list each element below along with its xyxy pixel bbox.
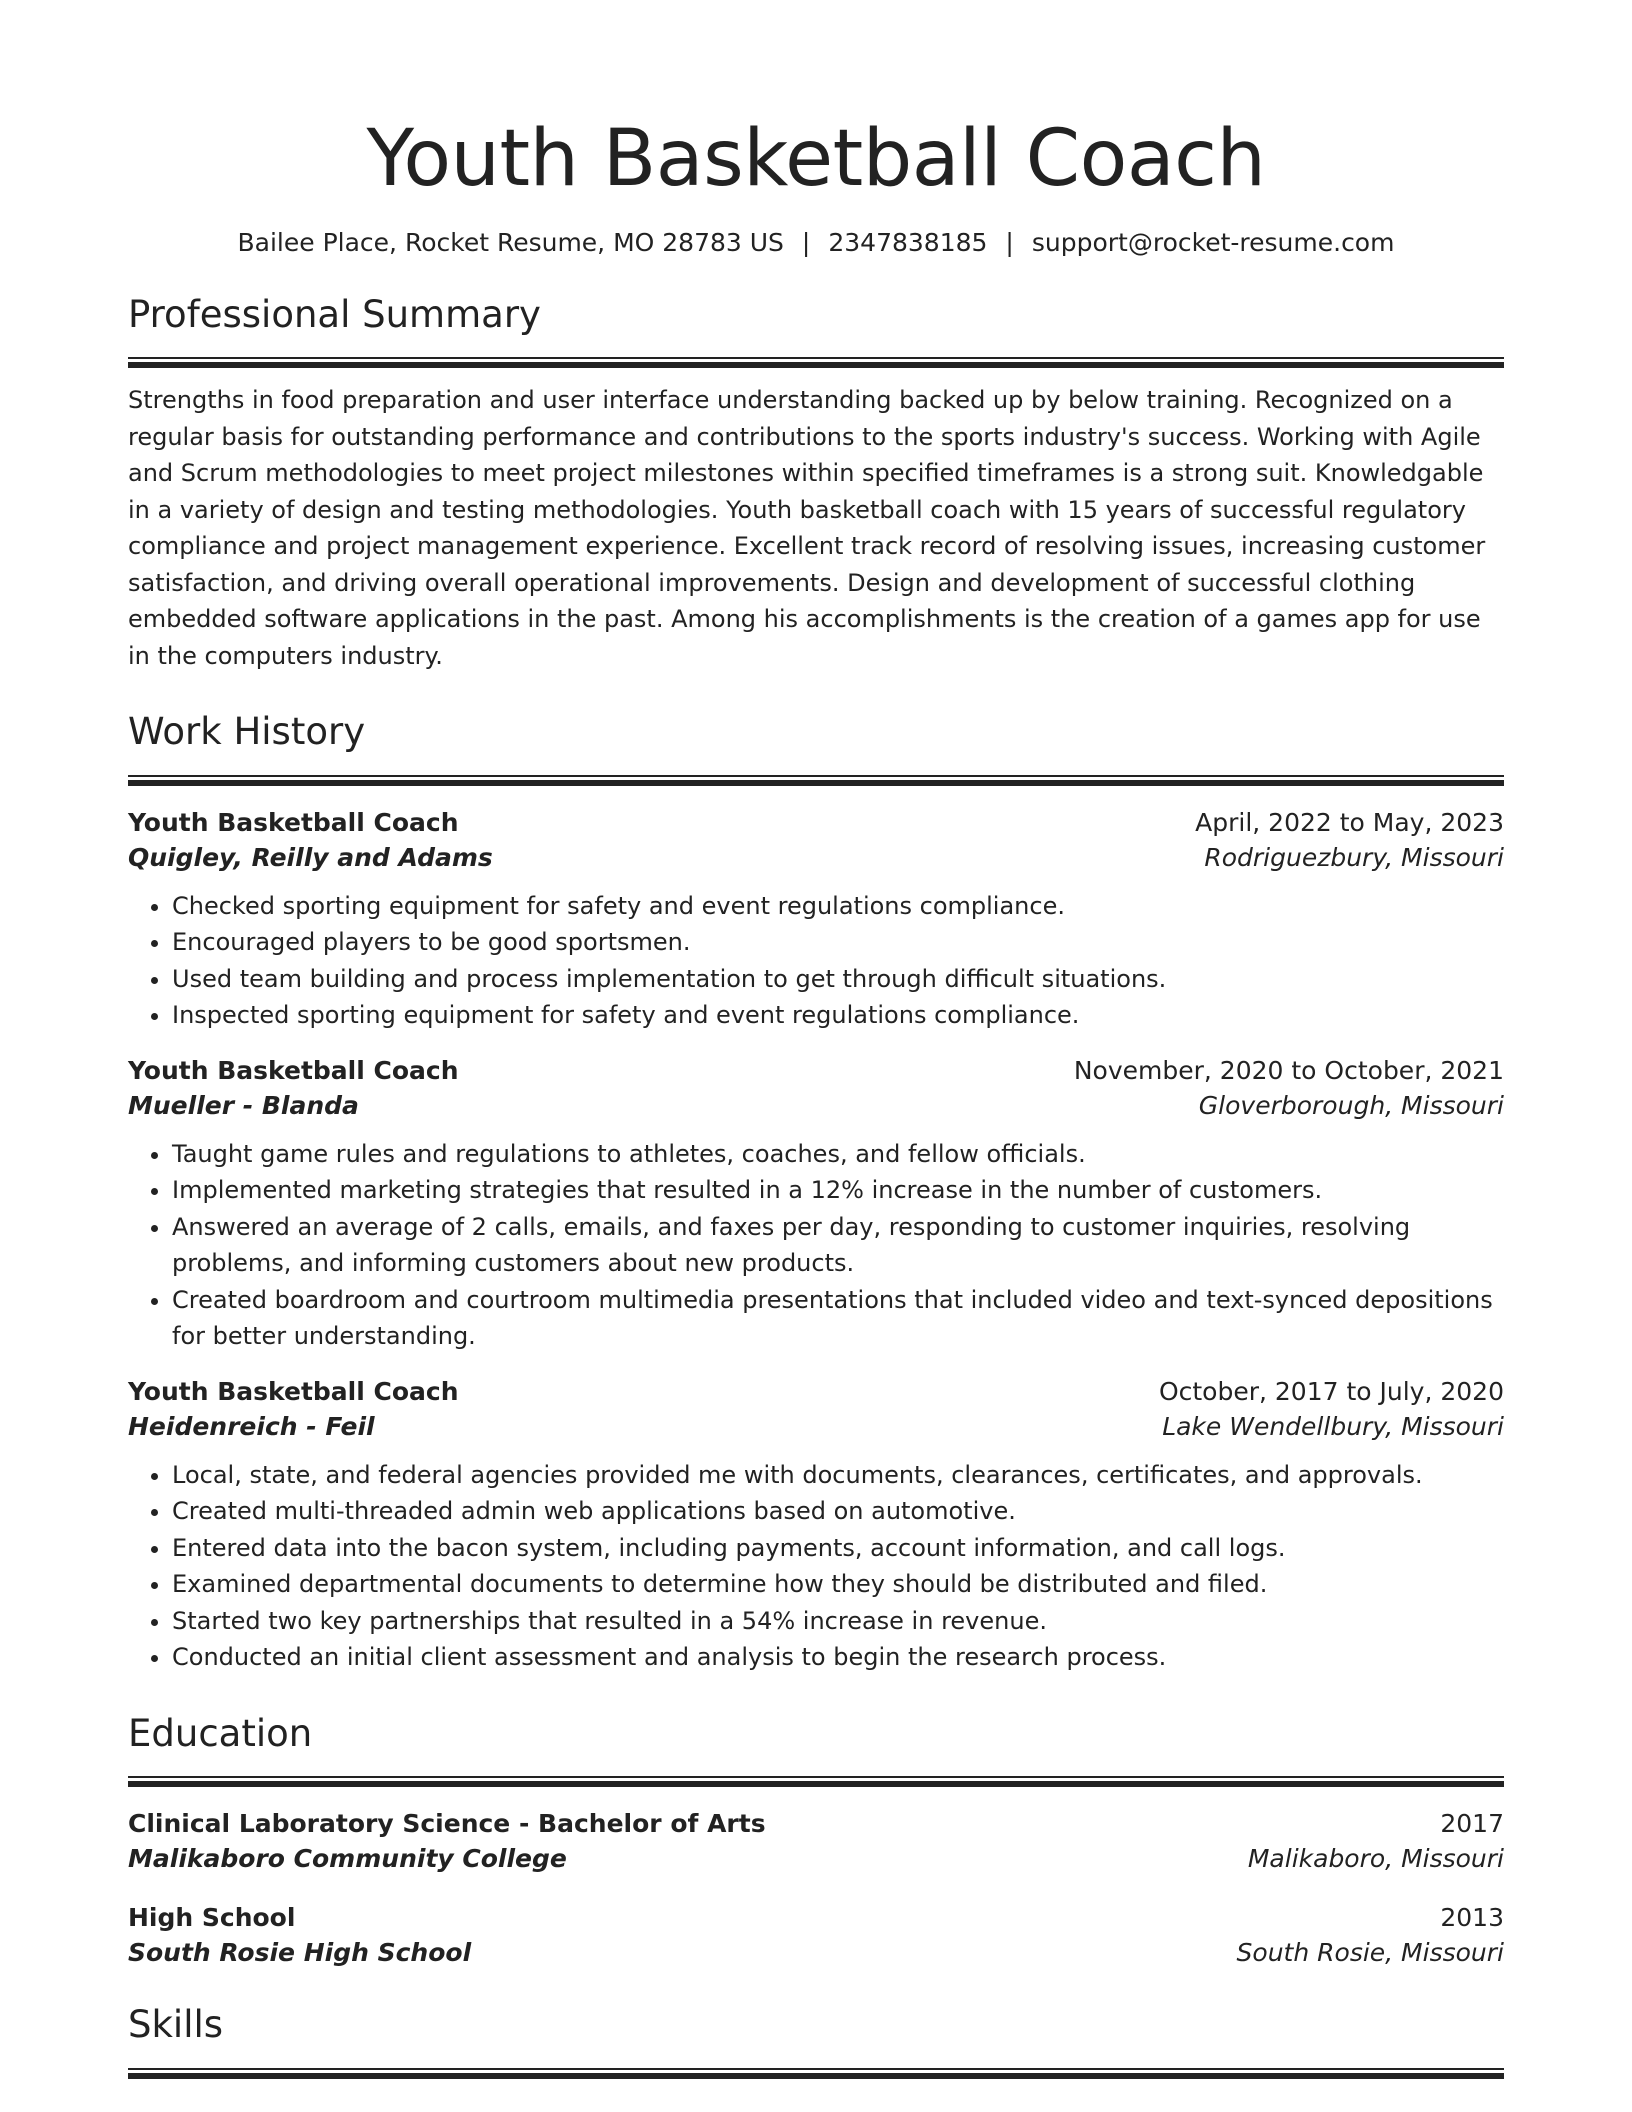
job-bullet: • Started two key partnerships that resulted in a 54% increase in revenue. (172, 1603, 1504, 1640)
job-bullets (128, 888, 1504, 1034)
job-title: Youth Basketball Coach (128, 1055, 459, 1085)
job-bullet: • Encouraged players to be good sportsmen. (172, 924, 1504, 961)
job-title: Youth Basketball Coach (128, 1376, 459, 1406)
job-location: Gloverborough, Missouri (1198, 1090, 1504, 1120)
job-location: Lake Wendellbury, Missouri (1162, 1411, 1504, 1441)
education-school: Malikaboro Community College (128, 1844, 567, 1874)
job-entry (128, 1377, 1504, 1676)
work-history-heading: Work History (128, 710, 366, 754)
job-bullet: • Checked sporting equipment for safety and event regulations compliance. (172, 888, 1504, 925)
job-bullet: • Created multi-threaded admin web applications based on automotive. (172, 1493, 1504, 1530)
job-bullet: • Entered data into the bacon system, including payments, account information, and call logs. (172, 1530, 1504, 1567)
job-bullets (128, 1136, 1504, 1355)
education-degree: High School (128, 1903, 296, 1933)
contact-separator: | (1005, 228, 1014, 257)
education-year: 2013 (1440, 1903, 1504, 1933)
contact-email[interactable]: support@rocket-resume.com (1031, 228, 1395, 257)
education-school: South Rosie High School (128, 1938, 472, 1968)
education-location: South Rosie, Missouri (1236, 1938, 1504, 1968)
job-bullet: • Examined departmental documents to determine how they should be distributed and filed. (172, 1566, 1504, 1603)
education-year: 2017 (1440, 1809, 1504, 1839)
contact-address: Bailee Place, Rocket Resume, MO 28783 US (237, 228, 784, 257)
job-dates: April, 2022 to May, 2023 (1195, 807, 1504, 837)
job-dates: November, 2020 to October, 2021 (1073, 1055, 1504, 1085)
job-bullet: • Inspected sporting equipment for safety and event regulations compliance. (172, 997, 1504, 1034)
job-dates: October, 2017 to July, 2020 (1158, 1376, 1504, 1406)
job-bullet: • Used team building and process implementation to get through difficult situations. (172, 961, 1504, 998)
skills-section (128, 2003, 1504, 2078)
work-history-section (128, 710, 1504, 1675)
summary-text: Strengths in food preparation and user interface understanding backed up by below training. Recognized on a regular basis for outstanding performance and contributions to the sports industry's success. Working with Agile and Scrum methodologies to meet project milestones within specified timeframes is a strong suit. Knowledgable in a variety of design and testing methodologies. Youth basketball coach with 15 years of successful regulatory compliance and project management experience. Excellent track record of resolving issues, increasing customer satisfaction, and driving overall operational improvements. Design and development of successful clothing embedded software applications in the past. Among his accomplishments is the creation of a games app for use in the computers industry. (128, 386, 1486, 670)
contact-phone: 2347838185 (828, 228, 988, 257)
job-bullets (128, 1457, 1504, 1676)
job-entry (128, 1056, 1504, 1355)
education-section (128, 1712, 1504, 1967)
job-bullet: • Conducted an initial client assessment and analysis to begin the research process. (172, 1639, 1504, 1676)
education-degree: Clinical Laboratory Science - Bachelor of Arts (128, 1809, 766, 1839)
job-company: Heidenreich - Feil (128, 1411, 375, 1441)
contact-line (128, 228, 1504, 257)
resume-name: Youth Basketball Coach (366, 114, 1266, 204)
education-location: Malikaboro, Missouri (1247, 1844, 1504, 1874)
skills-heading: Skills (128, 2003, 224, 2047)
job-bullet: • Implemented marketing strategies that resulted in a 12% increase in the number of customers. (172, 1172, 1504, 1209)
education-heading: Education (128, 1711, 313, 1755)
contact-separator: | (801, 228, 811, 257)
job-company: Mueller - Blanda (128, 1090, 359, 1120)
section-divider (128, 2068, 1504, 2079)
summary-section (128, 293, 1504, 674)
section-divider (128, 1776, 1504, 1787)
section-divider (128, 357, 1504, 368)
summary-heading: Professional Summary (128, 293, 541, 336)
job-title: Youth Basketball Coach (128, 807, 459, 837)
education-entry (128, 1903, 1504, 1967)
job-bullet: • Local, state, and federal agencies provided me with documents, clearances, certificates, and approvals. (172, 1457, 1504, 1494)
job-bullet: • Answered an average of 2 calls, emails, and faxes per day, responding to customer inquiries, resolving problems, and informing customers about new products. (172, 1209, 1504, 1282)
job-company: Quigley, Reilly and Adams (128, 842, 493, 872)
job-location: Rodriguezbury, Missouri (1204, 842, 1504, 872)
job-bullet: • Created boardroom and courtroom multimedia presentations that included video and text-synced depositions for better understanding. (172, 1282, 1504, 1355)
education-entry (128, 1809, 1504, 1873)
job-entry (128, 808, 1504, 1034)
job-bullet: • Taught game rules and regulations to athletes, coaches, and fellow officials. (172, 1136, 1504, 1173)
section-divider (128, 775, 1504, 786)
